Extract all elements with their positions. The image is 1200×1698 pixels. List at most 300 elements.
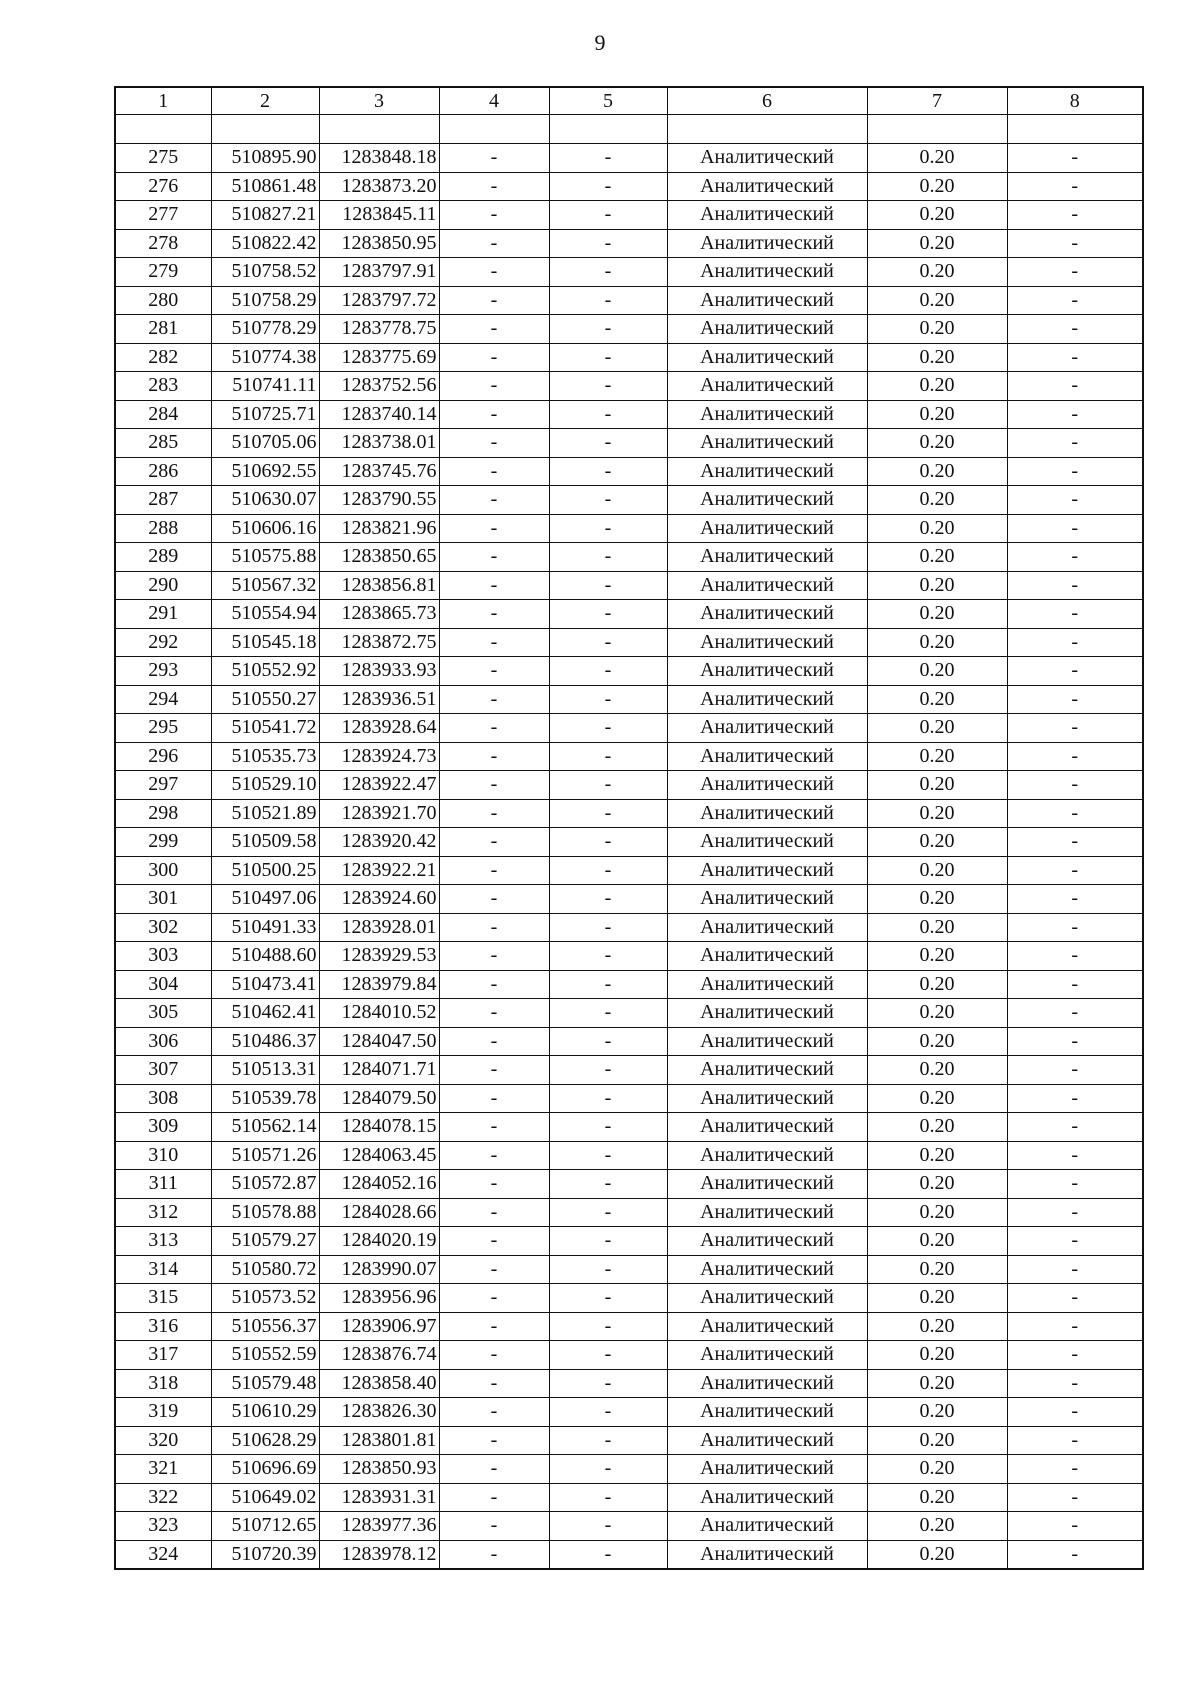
table-cell: - — [549, 486, 667, 515]
table-cell: 0.20 — [867, 1483, 1007, 1512]
table-cell: 1283979.84 — [319, 970, 439, 999]
table-cell: 1283876.74 — [319, 1341, 439, 1370]
table-cell: 510491.33 — [211, 913, 319, 942]
table-cell: 0.20 — [867, 258, 1007, 287]
table-row — [115, 286, 1143, 315]
table-cell: 317 — [115, 1341, 211, 1370]
table-cell: Аналитический — [667, 1027, 867, 1056]
table-cell: Аналитический — [667, 942, 867, 971]
table-cell: - — [1007, 970, 1143, 999]
table-cell: - — [439, 1113, 549, 1142]
table-row — [115, 1426, 1143, 1455]
table-cell: - — [439, 571, 549, 600]
column-header: 4 — [439, 87, 549, 115]
table-cell: 510571.26 — [211, 1141, 319, 1170]
table-cell: Аналитический — [667, 429, 867, 458]
table-row — [115, 1512, 1143, 1541]
table-cell: 510539.78 — [211, 1084, 319, 1113]
table-cell: Аналитический — [667, 1540, 867, 1569]
table-cell: Аналитический — [667, 970, 867, 999]
table-cell: - — [439, 942, 549, 971]
table-row — [115, 1540, 1143, 1569]
table-cell: - — [549, 1170, 667, 1199]
table-cell: 290 — [115, 571, 211, 600]
table-cell: - — [1007, 1113, 1143, 1142]
table-cell: Аналитический — [667, 1227, 867, 1256]
table-cell: - — [549, 400, 667, 429]
table-cell: 510895.90 — [211, 144, 319, 173]
table-cell: 1283826.30 — [319, 1398, 439, 1427]
table-cell: - — [1007, 201, 1143, 230]
table-cell: 510778.29 — [211, 315, 319, 344]
table-cell: - — [439, 628, 549, 657]
table-cell: 0.20 — [867, 885, 1007, 914]
table-cell: - — [1007, 1227, 1143, 1256]
table-cell: 1284047.50 — [319, 1027, 439, 1056]
table-cell: 310 — [115, 1141, 211, 1170]
table-cell: - — [549, 514, 667, 543]
table-cell: - — [549, 714, 667, 743]
table-cell: - — [1007, 457, 1143, 486]
table-row — [115, 1170, 1143, 1199]
table-cell: 1283848.18 — [319, 144, 439, 173]
column-header: 5 — [549, 87, 667, 115]
table-cell: 510573.52 — [211, 1284, 319, 1313]
table-cell: 510509.58 — [211, 828, 319, 857]
table-cell: 0.20 — [867, 1227, 1007, 1256]
table-cell: - — [1007, 628, 1143, 657]
table-cell: 1283931.31 — [319, 1483, 439, 1512]
table-cell: - — [1007, 1255, 1143, 1284]
table-cell: - — [1007, 315, 1143, 344]
table-cell: Аналитический — [667, 1369, 867, 1398]
table-cell: - — [549, 600, 667, 629]
table-cell — [549, 115, 667, 144]
table-cell: 510649.02 — [211, 1483, 319, 1512]
table-cell: Аналитический — [667, 999, 867, 1028]
table-row — [115, 1027, 1143, 1056]
table-cell: - — [1007, 1141, 1143, 1170]
table-cell: 0.20 — [867, 144, 1007, 173]
table-cell: - — [1007, 657, 1143, 686]
table-row — [115, 229, 1143, 258]
table-cell: 510545.18 — [211, 628, 319, 657]
table-cell: Аналитический — [667, 144, 867, 173]
table-cell: Аналитический — [667, 1170, 867, 1199]
table-row — [115, 828, 1143, 857]
table-cell: Аналитический — [667, 1398, 867, 1427]
table-cell: 0.20 — [867, 1512, 1007, 1541]
table-row — [115, 657, 1143, 686]
table-cell: Аналитический — [667, 286, 867, 315]
table-cell: - — [1007, 685, 1143, 714]
table-cell: 510500.25 — [211, 856, 319, 885]
table-cell: 0.20 — [867, 1141, 1007, 1170]
table-row — [115, 343, 1143, 372]
table-cell: - — [1007, 1284, 1143, 1313]
table-cell: - — [1007, 343, 1143, 372]
table-row — [115, 514, 1143, 543]
table-cell: 510630.07 — [211, 486, 319, 515]
table-cell: 1284028.66 — [319, 1198, 439, 1227]
table-cell: - — [549, 372, 667, 401]
table-row — [115, 799, 1143, 828]
table-cell: - — [439, 1027, 549, 1056]
table-cell: - — [439, 258, 549, 287]
table-cell: Аналитический — [667, 172, 867, 201]
table-cell: - — [549, 1056, 667, 1085]
column-header: 6 — [667, 87, 867, 115]
table-cell: - — [549, 742, 667, 771]
table-cell: 1283856.81 — [319, 571, 439, 600]
table-cell: Аналитический — [667, 1483, 867, 1512]
table-cell: - — [1007, 600, 1143, 629]
table-cell: Аналитический — [667, 315, 867, 344]
table-cell: - — [1007, 1540, 1143, 1569]
table-cell: 510473.41 — [211, 970, 319, 999]
table-cell: 301 — [115, 885, 211, 914]
table-cell: 510827.21 — [211, 201, 319, 230]
table-cell: 0.20 — [867, 286, 1007, 315]
table-cell: 510497.06 — [211, 885, 319, 914]
table-cell: 510725.71 — [211, 400, 319, 429]
table-cell: - — [1007, 1027, 1143, 1056]
empty-row — [115, 115, 1143, 144]
table-cell: Аналитический — [667, 714, 867, 743]
table-row — [115, 400, 1143, 429]
table-cell: - — [439, 1084, 549, 1113]
table-row — [115, 1284, 1143, 1313]
table-cell: 0.20 — [867, 970, 1007, 999]
table-cell — [439, 115, 549, 144]
table-cell: - — [1007, 1369, 1143, 1398]
table-cell: 283 — [115, 372, 211, 401]
table-cell: 510580.72 — [211, 1255, 319, 1284]
table-cell: 1283920.42 — [319, 828, 439, 857]
table-cell: 510610.29 — [211, 1398, 319, 1427]
table-cell: 1283797.91 — [319, 258, 439, 287]
table-cell: - — [549, 1227, 667, 1256]
table-cell: Аналитический — [667, 201, 867, 230]
table-cell: - — [1007, 1084, 1143, 1113]
table-cell: - — [439, 429, 549, 458]
table-cell: 323 — [115, 1512, 211, 1541]
table-cell: Аналитический — [667, 1284, 867, 1313]
table-cell: 324 — [115, 1540, 211, 1569]
table-cell: 1283738.01 — [319, 429, 439, 458]
table-cell: - — [1007, 942, 1143, 971]
table-cell: - — [549, 1341, 667, 1370]
table-cell: - — [439, 315, 549, 344]
table-cell: - — [549, 571, 667, 600]
table-cell: 307 — [115, 1056, 211, 1085]
table-cell: - — [549, 1540, 667, 1569]
table-cell: 0.20 — [867, 1084, 1007, 1113]
table-cell: - — [549, 343, 667, 372]
table-cell — [115, 115, 211, 144]
table-cell: - — [1007, 543, 1143, 572]
table-cell: - — [1007, 1198, 1143, 1227]
table-cell: 0.20 — [867, 1312, 1007, 1341]
table-cell: Аналитический — [667, 343, 867, 372]
table-cell: 510462.41 — [211, 999, 319, 1028]
table-cell: 282 — [115, 343, 211, 372]
table-cell: 510758.52 — [211, 258, 319, 287]
table-cell: - — [549, 172, 667, 201]
table-cell: 1283922.21 — [319, 856, 439, 885]
table-row — [115, 201, 1143, 230]
table-cell: Аналитический — [667, 1198, 867, 1227]
table-cell: - — [1007, 172, 1143, 201]
table-cell: - — [439, 1056, 549, 1085]
table-row — [115, 999, 1143, 1028]
table-cell: 309 — [115, 1113, 211, 1142]
table-cell: - — [439, 1312, 549, 1341]
table-cell: 300 — [115, 856, 211, 885]
table-cell: 1284079.50 — [319, 1084, 439, 1113]
table-cell: - — [439, 1369, 549, 1398]
table-cell: Аналитический — [667, 1056, 867, 1085]
table-cell: - — [439, 514, 549, 543]
table-cell: - — [439, 400, 549, 429]
table-cell: - — [549, 229, 667, 258]
table-cell: 322 — [115, 1483, 211, 1512]
table-cell: 0.20 — [867, 229, 1007, 258]
table-cell: - — [439, 1255, 549, 1284]
table-cell: 510572.87 — [211, 1170, 319, 1199]
table-cell: Аналитический — [667, 372, 867, 401]
table-row — [115, 1455, 1143, 1484]
table-cell: - — [1007, 286, 1143, 315]
table-cell: - — [549, 1113, 667, 1142]
table-cell: 306 — [115, 1027, 211, 1056]
table-cell: - — [1007, 1483, 1143, 1512]
table-cell: 1284052.16 — [319, 1170, 439, 1199]
table-cell: - — [1007, 828, 1143, 857]
table-cell: - — [1007, 885, 1143, 914]
table-cell: 1283933.93 — [319, 657, 439, 686]
table-cell: - — [549, 1255, 667, 1284]
table-cell: 510741.11 — [211, 372, 319, 401]
table-cell: 288 — [115, 514, 211, 543]
table-row — [115, 486, 1143, 515]
table-cell: 0.20 — [867, 799, 1007, 828]
table-cell: 1284078.15 — [319, 1113, 439, 1142]
table-cell: 1283850.65 — [319, 543, 439, 572]
table-cell: - — [1007, 486, 1143, 515]
table-cell: 0.20 — [867, 600, 1007, 629]
table-cell: 1283821.96 — [319, 514, 439, 543]
table-cell: - — [549, 1141, 667, 1170]
table-cell: - — [439, 343, 549, 372]
table-cell — [667, 115, 867, 144]
table-cell: 1283865.73 — [319, 600, 439, 629]
table-cell: Аналитический — [667, 571, 867, 600]
table-cell: - — [1007, 856, 1143, 885]
table-cell: 276 — [115, 172, 211, 201]
table-cell: 510535.73 — [211, 742, 319, 771]
table-cell: 298 — [115, 799, 211, 828]
table-cell: - — [549, 856, 667, 885]
table-cell: 315 — [115, 1284, 211, 1313]
table-cell: - — [1007, 999, 1143, 1028]
table-cell: - — [439, 229, 549, 258]
table-cell: 0.20 — [867, 514, 1007, 543]
table-cell: 293 — [115, 657, 211, 686]
table-row — [115, 315, 1143, 344]
table-row — [115, 372, 1143, 401]
table-cell: 284 — [115, 400, 211, 429]
table-cell: - — [439, 1198, 549, 1227]
table-cell: 510567.32 — [211, 571, 319, 600]
table-cell: 0.20 — [867, 372, 1007, 401]
table-cell: 297 — [115, 771, 211, 800]
table-cell: 1283928.64 — [319, 714, 439, 743]
table-row — [115, 885, 1143, 914]
table-row — [115, 771, 1143, 800]
table-cell: - — [549, 999, 667, 1028]
table-cell: - — [1007, 1512, 1143, 1541]
table-cell: 510541.72 — [211, 714, 319, 743]
table-cell: 313 — [115, 1227, 211, 1256]
table-cell: 0.20 — [867, 486, 1007, 515]
table-cell: 302 — [115, 913, 211, 942]
table-cell: - — [439, 913, 549, 942]
table-cell: - — [439, 828, 549, 857]
table-row — [115, 1198, 1143, 1227]
table-cell: 285 — [115, 429, 211, 458]
table-row — [115, 1398, 1143, 1427]
table-cell: - — [549, 913, 667, 942]
table-row — [115, 628, 1143, 657]
table-cell: 291 — [115, 600, 211, 629]
table-cell: Аналитический — [667, 771, 867, 800]
table-cell: - — [439, 1483, 549, 1512]
table-cell: - — [439, 172, 549, 201]
table-cell: 510556.37 — [211, 1312, 319, 1341]
table-cell: Аналитический — [667, 514, 867, 543]
table-cell: - — [439, 657, 549, 686]
table-cell: - — [1007, 429, 1143, 458]
table-cell: Аналитический — [667, 628, 867, 657]
table-cell: 287 — [115, 486, 211, 515]
table-cell: - — [1007, 1056, 1143, 1085]
table-cell: 1283745.76 — [319, 457, 439, 486]
table-cell: 0.20 — [867, 400, 1007, 429]
table-cell: 294 — [115, 685, 211, 714]
table-cell: Аналитический — [667, 229, 867, 258]
table-cell: 1283790.55 — [319, 486, 439, 515]
table-cell: 0.20 — [867, 657, 1007, 686]
table-cell: 318 — [115, 1369, 211, 1398]
table-cell: 289 — [115, 543, 211, 572]
table-cell: - — [549, 543, 667, 572]
table-cell: - — [1007, 714, 1143, 743]
table-cell: - — [549, 144, 667, 173]
table-cell: 510578.88 — [211, 1198, 319, 1227]
table-cell: Аналитический — [667, 685, 867, 714]
table-cell: 510554.94 — [211, 600, 319, 629]
table-cell: 278 — [115, 229, 211, 258]
table-cell: - — [549, 1369, 667, 1398]
table-cell: - — [439, 1512, 549, 1541]
table-cell: - — [549, 1198, 667, 1227]
table-cell: - — [1007, 1455, 1143, 1484]
table-cell: - — [439, 856, 549, 885]
table-cell: - — [1007, 144, 1143, 173]
table-row — [115, 600, 1143, 629]
header-row — [115, 87, 1143, 115]
table-cell: 0.20 — [867, 1426, 1007, 1455]
table-cell: - — [439, 144, 549, 173]
table-cell: 319 — [115, 1398, 211, 1427]
table-cell: 308 — [115, 1084, 211, 1113]
table-cell: - — [549, 1027, 667, 1056]
table-cell: - — [549, 771, 667, 800]
table-cell: 316 — [115, 1312, 211, 1341]
table-cell: 0.20 — [867, 628, 1007, 657]
table-cell: - — [439, 1141, 549, 1170]
table-cell: 510712.65 — [211, 1512, 319, 1541]
table-cell: 275 — [115, 144, 211, 173]
table-cell: 510822.42 — [211, 229, 319, 258]
table-cell: 1283850.93 — [319, 1455, 439, 1484]
table-cell: 314 — [115, 1255, 211, 1284]
table-cell: 1283929.53 — [319, 942, 439, 971]
table-cell: 1283845.11 — [319, 201, 439, 230]
table-cell: 0.20 — [867, 999, 1007, 1028]
table-row — [115, 457, 1143, 486]
table-cell: 0.20 — [867, 1113, 1007, 1142]
table-cell: - — [439, 1284, 549, 1313]
table-cell: 0.20 — [867, 172, 1007, 201]
table-cell: - — [1007, 1170, 1143, 1199]
table-cell: 303 — [115, 942, 211, 971]
table-cell: - — [439, 286, 549, 315]
column-header: 8 — [1007, 87, 1143, 115]
table-cell: - — [549, 457, 667, 486]
table-cell: 510562.14 — [211, 1113, 319, 1142]
table-cell: 0.20 — [867, 1398, 1007, 1427]
table-cell: 0.20 — [867, 1255, 1007, 1284]
column-header: 2 — [211, 87, 319, 115]
table-cell: - — [549, 1284, 667, 1313]
table-cell: 1283936.51 — [319, 685, 439, 714]
table-cell: 0.20 — [867, 457, 1007, 486]
table-cell: 280 — [115, 286, 211, 315]
table-cell: - — [1007, 771, 1143, 800]
table-cell: 296 — [115, 742, 211, 771]
column-header: 1 — [115, 87, 211, 115]
table-row — [115, 1084, 1143, 1113]
table-cell: Аналитический — [667, 486, 867, 515]
table-cell — [1007, 115, 1143, 144]
table-cell: Аналитический — [667, 457, 867, 486]
table-cell: - — [439, 685, 549, 714]
table-cell: - — [439, 1170, 549, 1199]
table-cell: 1283858.40 — [319, 1369, 439, 1398]
table-cell: 510575.88 — [211, 543, 319, 572]
table-cell: - — [1007, 571, 1143, 600]
table-cell: - — [549, 1084, 667, 1113]
table-cell: 510529.10 — [211, 771, 319, 800]
table-cell: 0.20 — [867, 1284, 1007, 1313]
table-cell: 1283990.07 — [319, 1255, 439, 1284]
table-cell: - — [439, 1426, 549, 1455]
table-cell: 510758.29 — [211, 286, 319, 315]
table-cell: - — [439, 1540, 549, 1569]
table-cell: Аналитический — [667, 828, 867, 857]
